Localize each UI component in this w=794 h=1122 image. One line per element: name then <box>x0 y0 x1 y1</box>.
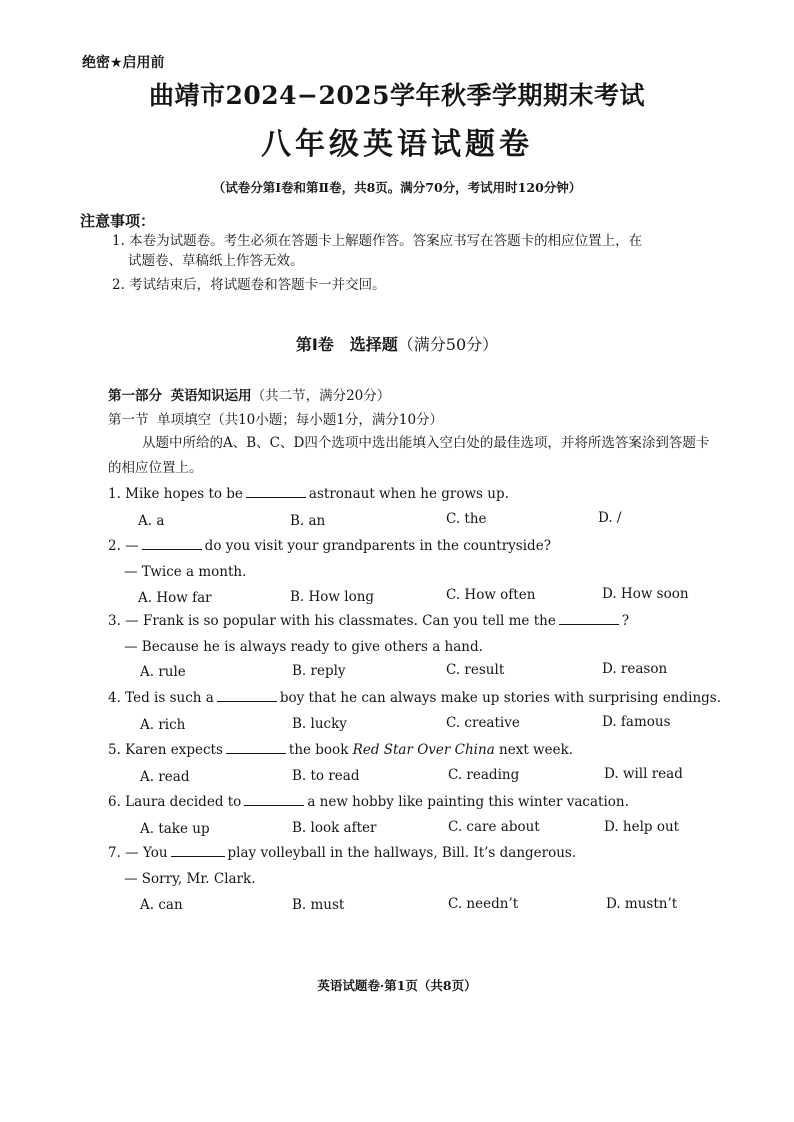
q6-option-a: A. take up <box>140 821 210 837</box>
notice-item-2: 2. 考试结束后，将试题卷和答题卡一并交回。 <box>112 277 386 293</box>
book-title: Red Star Over China <box>352 742 495 758</box>
volume-score: （满分50分） <box>397 335 499 354</box>
answer-blank <box>142 539 202 550</box>
q1-option-b: B. an <box>290 513 326 529</box>
page-footer: 英语试题卷·第1页（共8页） <box>317 978 477 993</box>
notice-heading: 注意事项： <box>80 212 156 230</box>
question-7: 7. — You play volleyball in the hallways, Bill. It’s dangerous. <box>108 845 577 861</box>
section-heading <box>108 408 443 428</box>
question-2: 2. — do you visit your grandparents in the countryside? <box>108 538 551 554</box>
q4-option-d: D. famous <box>602 714 671 730</box>
section-name: 第一节 <box>108 412 149 428</box>
paper-subtitle: （试卷分第Ⅰ卷和第Ⅱ卷，共8页。满分70分，考试用时120分钟） <box>212 180 582 195</box>
part-title: 英语知识运用 <box>170 388 252 404</box>
q2-option-a: A. How far <box>138 590 212 606</box>
q7-response: — Sorry, Mr. Clark. <box>124 871 256 887</box>
q2-response: — Twice a month. <box>124 564 247 580</box>
confidential-label: 绝密★启用前 <box>82 55 165 71</box>
q3-option-d: D. reason <box>602 661 668 677</box>
q6-option-b: B. look after <box>292 820 377 836</box>
q1-option-d: D. / <box>598 510 622 526</box>
question-5: 5. Karen expects the book Red Star Over China next week. <box>108 742 574 758</box>
q3-option-b: B. reply <box>292 663 346 679</box>
section-instruction: 从题中所给的A、B、C、D四个选项中选出能填入空白处的最佳选项，并将所选答案涂到答题卡的相应位置上。 <box>108 435 710 476</box>
notice-item-1 <box>112 231 722 271</box>
q6-option-d: D. help out <box>604 819 680 835</box>
q6-option-c: C. care about <box>448 819 540 835</box>
part-detail: （共二节，满分20分） <box>251 388 391 404</box>
q4-option-a: A. rich <box>140 717 186 733</box>
q7-option-a: A. can <box>140 897 183 913</box>
q4-option-c: C. creative <box>446 715 520 731</box>
question-6: 6. Laura decided to a new hobby like painting this winter vacation. <box>108 794 629 810</box>
answer-blank <box>171 846 225 857</box>
part-heading <box>108 384 390 404</box>
q1-option-a: A. a <box>138 513 165 529</box>
q7-option-b: B. must <box>292 897 345 913</box>
q5-option-d: D. will read <box>604 766 683 782</box>
notice-item-1-line2: 试题卷、草稿纸上作答无效。 <box>128 253 304 269</box>
q3-option-c: C. result <box>446 662 505 678</box>
answer-blank <box>217 691 277 702</box>
q7-option-d: D. mustn’t <box>606 896 678 912</box>
exam-title: 曲靖市2024−2025学年秋季学期期末考试 <box>148 81 646 110</box>
q3-option-a: A. rule <box>140 664 186 680</box>
question-4: 4. Ted is such a boy that he can always make up stories with surprising endings. <box>108 690 722 706</box>
q5-option-a: A. read <box>140 769 190 785</box>
question-3: 3. — Frank is so popular with his classmates. Can you tell me the ? <box>108 613 630 629</box>
volume-heading <box>0 332 794 355</box>
paper-title: 八年级英语试题卷 <box>261 127 533 162</box>
answer-blank <box>226 743 286 754</box>
q2-option-d: D. How soon <box>602 586 689 602</box>
q5-option-b: B. to read <box>292 768 360 784</box>
q2-option-b: B. How long <box>290 589 375 605</box>
q3-response: — Because he is always ready to give others a hand. <box>124 639 483 655</box>
q2-option-c: C. How often <box>446 587 536 603</box>
q1-option-c: C. the <box>446 511 487 527</box>
question-1: 1. Mike hopes to be astronaut when he grows up. <box>108 486 509 502</box>
section-title: 单项填空 <box>157 412 212 428</box>
q7-option-c: C. needn’t <box>448 896 519 912</box>
answer-blank <box>559 614 619 625</box>
q5-option-c: C. reading <box>448 767 520 783</box>
part-name: 第一部分 <box>108 388 162 404</box>
notice-item-1-line1: 1. 本卷为试题卷。考生必须在答题卡上解题作答。答案应书写在答题卡的相应位置上，在 <box>112 233 643 249</box>
q4-option-b: B. lucky <box>292 716 347 732</box>
answer-blank <box>246 487 306 498</box>
answer-blank <box>244 795 304 806</box>
section-detail: （共10小题；每小题1分，满分10分） <box>211 412 444 428</box>
volume-title: 第Ⅰ卷 选择题 <box>295 335 398 354</box>
